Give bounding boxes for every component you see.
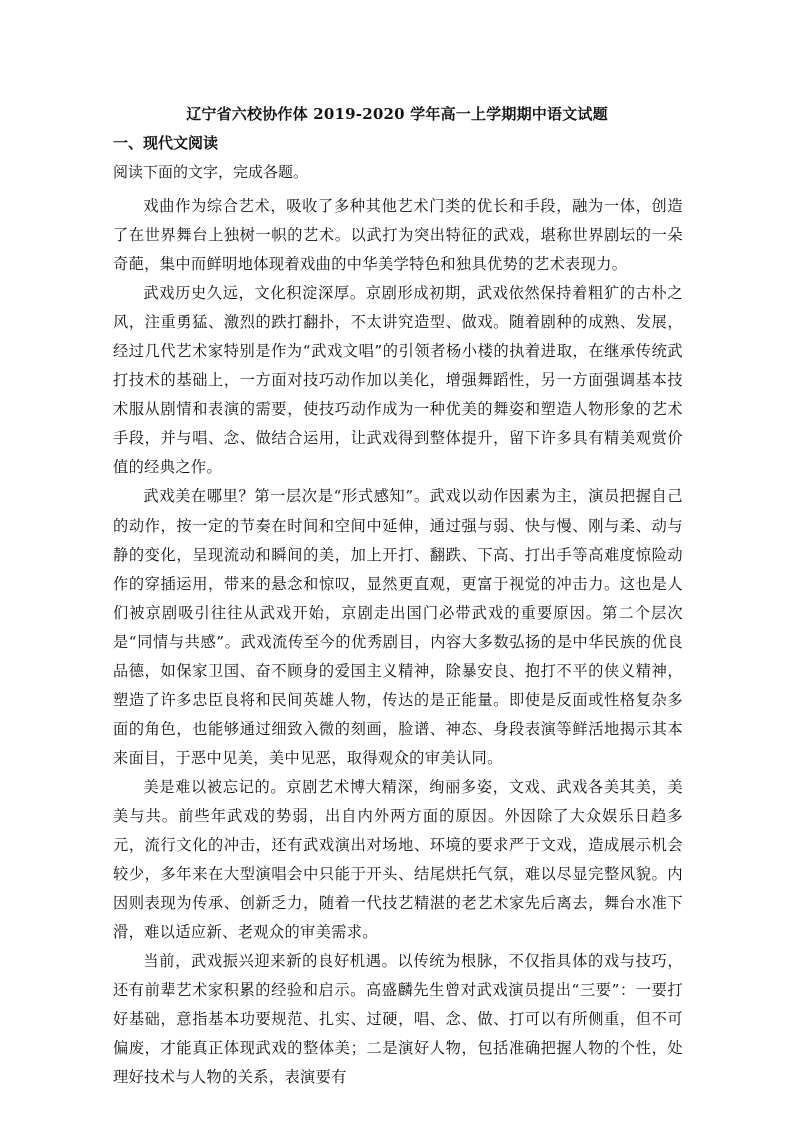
passage-paragraph-4: 美是难以被忘记的。京剧艺术博大精深，绚丽多姿，文戏、武戏各美其美，美美与共。前些年武戏的势弱，出自内外两方面的原因。外因除了大众娱乐日趋多元，流行文化的冲击，还有武戏演出对场地、环境的要求严于文戏，造成展示机会较少，多年来在大型演唱会中只能于开头、结尾烘托气氛，难以尽显完整风貌。内因则表现为传承、创新乏力，随着一代技艺精湛的老艺术家先后离去，舞台水准下滑，难以适应新、老观众的审美需求。 xyxy=(113,777,683,942)
passage-paragraph-1: 戏曲作为综合艺术，吸收了多种其他艺术门类的优长和手段，融为一体，创造了在世界舞台上独树一帜的艺术。以武打为突出特征的武戏，堪称世界剧坛的一朵奇葩，集中而鲜明地体现着戏曲的中华美学特色和独具优势的艺术表现力。 xyxy=(113,197,683,274)
section-heading: 一、现代文阅读 xyxy=(113,134,219,152)
passage-paragraph-3: 武戏美在哪里？第一层次是“形式感知”。武戏以动作因素为主，演员把握自己的动作，按一定的节奏在时间和空间中延伸，通过强与弱、快与慢、刚与柔、动与静的变化，呈现流动和瞬间的美，加上开打、翻跌、下高、打出手等高难度惊险动作的穿插运用，带来的悬念和惊叹，显然更直观，更富于视觉的冲击力。这也是人们被京剧吸引往往从武戏开始，京剧走出国门必带武戏的重要原因。第二个层次是“同情与共感”。武戏流传至今的优秀剧目，内容大多数弘扬的是中华民族的优良品德，如保家卫国、奋不顾身的爱国主义精神，除暴安良、抱打不平的侠义精神，塑造了许多忠臣良将和民间英雄人物，传达的是正能量。即使是反面或性格复杂多面的角色，也能够通过细致入微的刻画，脸谱、神态、身段表演等鲜活地揭示其本来面目，于恶中见美，美中见恶，取得观众的审美认同。 xyxy=(113,487,683,767)
reading-instruction: 阅读下面的文字，完成各题。 xyxy=(113,163,309,181)
document-title: 辽宁省六校协作体 2019-2020 学年高一上学期期中语文试题 xyxy=(186,105,608,123)
passage-paragraph-5: 当前，武戏振兴迎来新的良好机遇。以传统为根脉，不仅指具体的戏与技巧，还有前辈艺术家积累的经验和启示。高盛麟先生曾对武戏演员提出“三要”：一要打好基础，意指基本功要规范、扎实、过硬，唱、念、做、打可以有所侧重，但不可偏废，才能真正体现武戏的整体美；二是演好人物，包括准确把握人物的个性，处理好技术与人物的关系，表演要有 xyxy=(113,952,683,1087)
reading-passage xyxy=(113,192,683,1092)
passage-paragraph-2: 武戏历史久远，文化积淀深厚。京剧形成初期，武戏依然保持着粗犷的古朴之风，注重勇猛、激烈的跌打翻扑，不太讲究造型、做戏。随着剧种的成熟、发展，经过几代艺术家特别是作为“武戏文唱”的引领者杨小楼的执着进取，在继承传统武打技术的基础上，一方面对技巧动作加以美化，增强舞蹈性，另一方面强调基本技术服从剧情和表演的需要，使技巧动作成为一种优美的舞姿和塑造人物形象的艺术手段，并与唱、念、做结合运用，让武戏得到整体提升，留下许多具有精美观赏价值的经典之作。 xyxy=(113,284,683,477)
